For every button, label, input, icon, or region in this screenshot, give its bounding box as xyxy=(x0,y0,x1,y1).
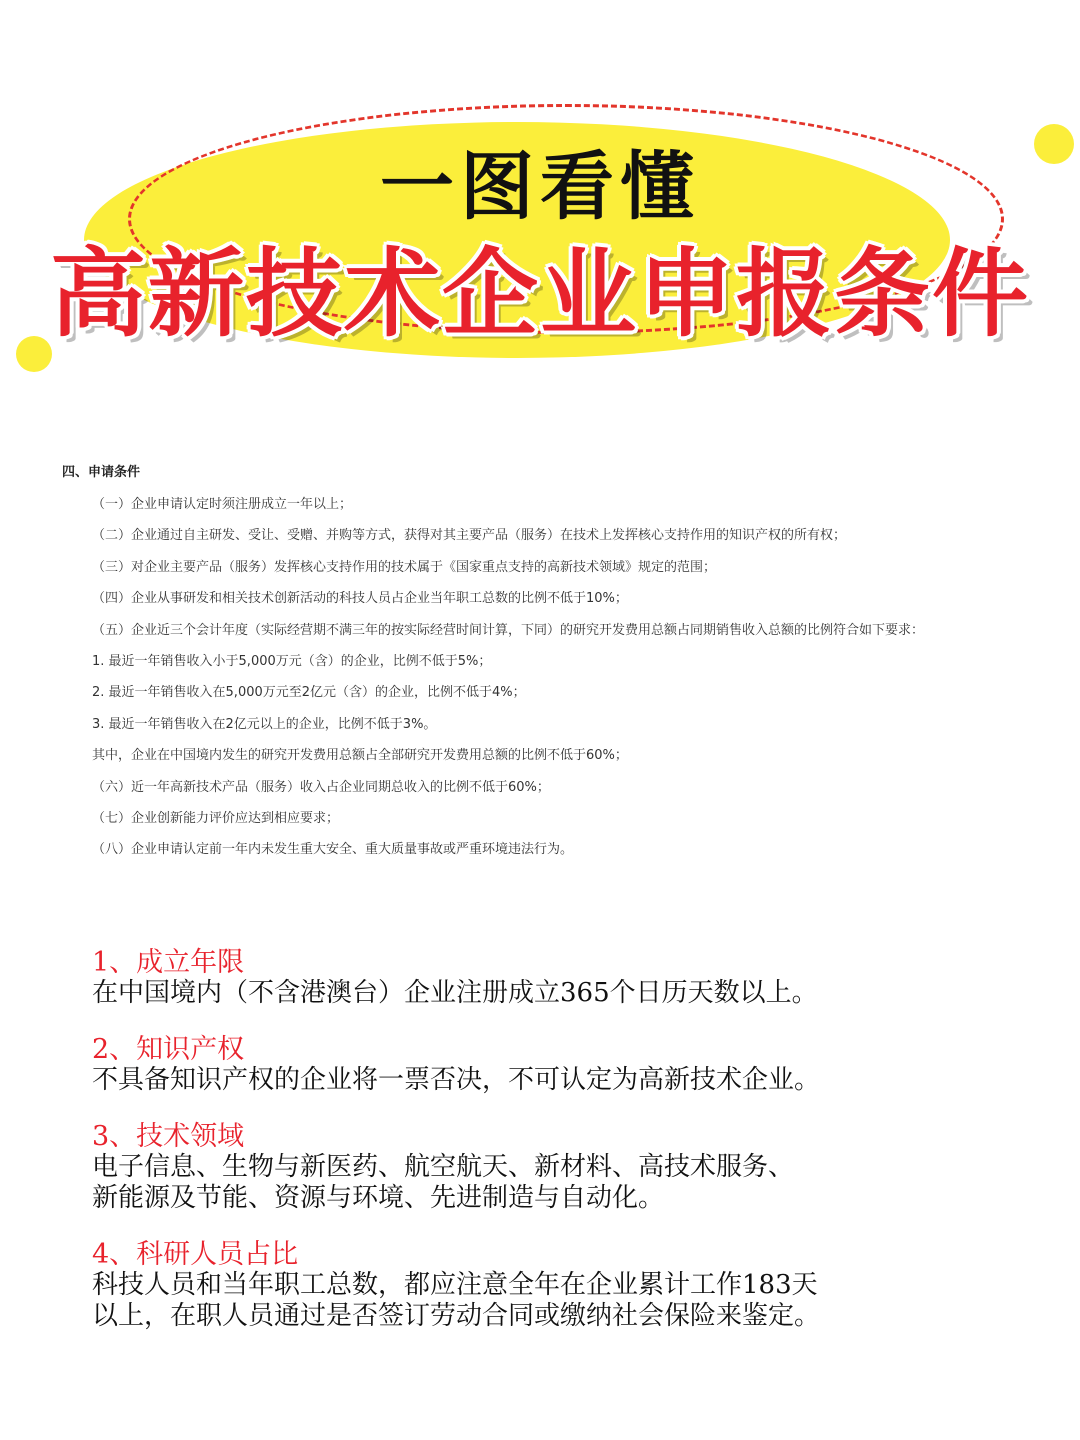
document-line: （三）对企业主要产品（服务）发挥核心支持作用的技术属于《国家重点支持的高新技术领域》规定的范围； xyxy=(92,559,717,575)
key-point-text: 以上，在职人员通过是否签订劳动合同或缴纳社会保险来鉴定。 xyxy=(92,1301,821,1331)
key-point xyxy=(92,1240,1052,1332)
document-line: （八）企业申请认定前一年内未发生重大安全、重大质量事故或严重环境违法行为。 xyxy=(92,842,574,858)
document-line: （五）企业近三个会计年度（实际经营期不满三年的按实际经营时间计算，下同）的研究开发费用总额占同期销售收入总额的比例符合如下要求： xyxy=(92,622,925,638)
key-point-body xyxy=(92,1270,1052,1332)
key-point-text: 新能源及节能、资源与环境、先进制造与自动化。 xyxy=(92,1183,665,1213)
key-point-title: 3、技术领域 xyxy=(92,1121,245,1152)
subtitle: 一图看懂 xyxy=(380,144,700,230)
document-line: （一）企业申请认定时须注册成立一年以上； xyxy=(92,497,353,512)
key-point-text: 电子信息、生物与新医药、航空航天、新材料、高技术服务、 xyxy=(92,1152,795,1182)
key-point xyxy=(92,1122,1052,1214)
key-point-body xyxy=(92,1152,1052,1214)
key-point xyxy=(92,1035,1052,1096)
key-point-text: 科技人员和当年职工总数，都应注意全年在企业累计工作183天 xyxy=(92,1270,818,1300)
document-line: （二）企业通过自主研发、受让、受赠、并购等方式，获得对其主要产品（服务）在技术上发挥核心支持作用的知识产权的所有权； xyxy=(92,528,847,544)
main-title: 高新技术企业申报条件 xyxy=(50,238,1030,350)
key-points xyxy=(92,948,1052,1358)
document-line: （七）企业创新能力评价应达到相应要求； xyxy=(92,810,340,826)
document-line: 3. 最近一年销售收入在2亿元以上的企业，比例不低于3%。 xyxy=(92,716,437,732)
document-line: 1. 最近一年销售收入小于5,000万元（含）的企业，比例不低于5%； xyxy=(92,653,492,669)
document-line: 其中，企业在中国境内发生的研究开发费用总额占全部研究开发费用总额的比例不低于60%； xyxy=(92,748,628,764)
key-point-title: 4、科研人员占比 xyxy=(92,1239,299,1270)
document-heading: 四、申请条件 xyxy=(62,465,141,480)
key-point-text: 不具备知识产权的企业将一票否决，不可认定为高新技术企业。 xyxy=(92,1065,821,1095)
document-excerpt xyxy=(62,464,1052,873)
key-point-title: 2、知识产权 xyxy=(92,1034,245,1065)
key-point xyxy=(92,948,1052,1009)
key-point-body xyxy=(92,1065,1052,1096)
key-point-title: 1、成立年限 xyxy=(92,947,245,978)
key-point-text: 在中国境内（不含港澳台）企业注册成立365个日历天数以上。 xyxy=(92,978,818,1008)
document-line: （六）近一年高新技术产品（服务）收入占企业同期总收入的比例不低于60%； xyxy=(92,779,550,795)
document-line: （四）企业从事研发和相关技术创新活动的科技人员占企业当年职工总数的比例不低于10%； xyxy=(92,591,628,607)
document-line: 2. 最近一年销售收入在5,000万元至2亿元（含）的企业，比例不低于4%； xyxy=(92,685,526,701)
key-point-body xyxy=(92,978,1052,1009)
